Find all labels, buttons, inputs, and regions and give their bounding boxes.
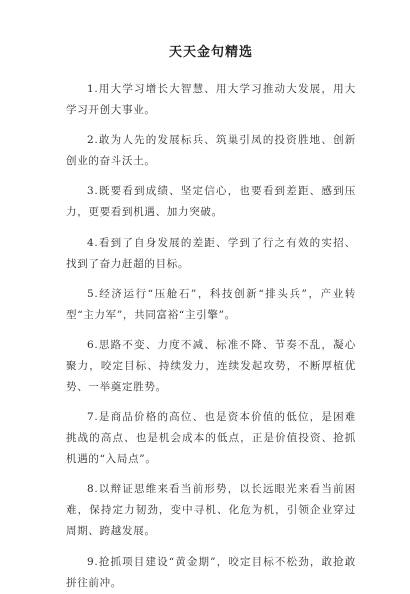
quote-item-6: 6.思路不变、力度不减、标准不降、节奏不乱，凝心聚力，咬定目标、持续发力，连续发起攻势，不断厚植优势、一举奠定胜势。 [66, 338, 356, 393]
quote-list [66, 79, 356, 594]
quote-item-2: 2.敢为人先的发展标兵、筑巢引凤的投资胜地、创新创业的奋斗沃土。 [66, 134, 356, 168]
quote-item-4: 4.看到了自身发展的差距、学到了行之有效的实招、找到了奋力赶超的目标。 [66, 236, 356, 270]
quote-item-8: 8.以辩证思维来看当前形势，以长远眼光来看当前困难，保持定力韧劲，变中寻机、化危为机，引领企业穿过周期、跨越发展。 [66, 483, 356, 538]
quote-item-3: 3.既要看到成绩、坚定信心，也要看到差距、感到压力，更要看到机遇、加力突破。 [66, 185, 356, 219]
quote-item-5: 5.经济运行“压舱石”，科技创新“排头兵”，产业转型“主力军”，共同富裕“主引擎”。 [66, 287, 356, 321]
document-title: 天天金句精选 [168, 45, 253, 60]
quote-item-7: 7.是商品价格的高位、也是资本价值的低位，是困难挑战的高点、也是机会成本的低点，正是价值投资、抢抓机遇的“入局点”。 [66, 411, 356, 466]
quote-item-1: 1.用大学习增长大智慧、用大学习推动大发展，用大学习开创大事业。 [66, 83, 356, 116]
quote-item-9: 9.抢抓项目建设“黄金期”，咬定目标不松劲，敢抢敢拼往前冲。 [66, 555, 356, 589]
